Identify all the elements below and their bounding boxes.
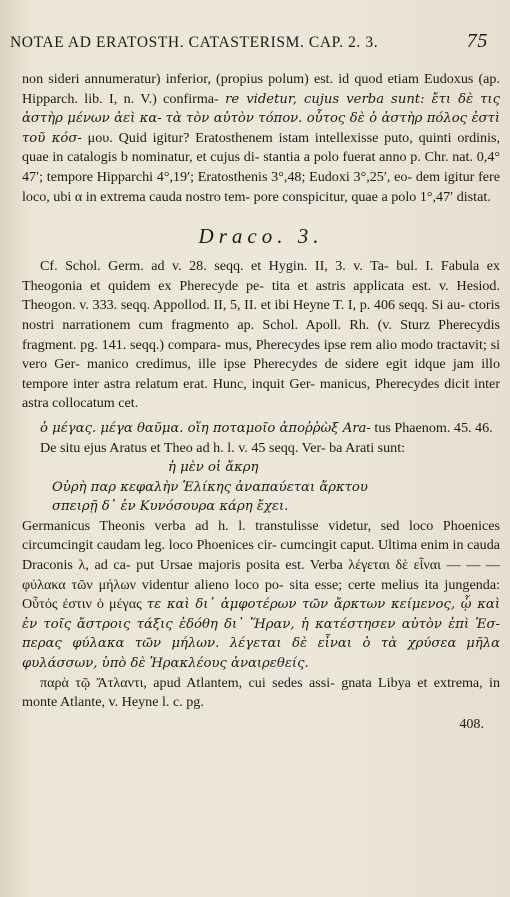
text-line: Rh. (v. Sturz Pherecydis fragment. pg. 141. seqq.) compara- xyxy=(22,316,500,353)
text-line: manicus, Pherecydes dicit inter astra collocatum cet. xyxy=(22,375,501,412)
text-line: sita esse; certe melius ita jungenda: Οὗτός ἐστιν ὁ μέγας xyxy=(22,576,500,613)
verse-line: ἡ μὲν οἱ ἄκρη xyxy=(168,460,259,476)
verse-quotation xyxy=(22,458,500,517)
paragraph-5 xyxy=(22,517,500,674)
text-line: tita et astris applicata est. v. Hesiod. Theogon. v. 333. seqq. xyxy=(22,277,501,314)
paragraph-4 xyxy=(22,439,500,459)
text-line: Cf. Schol. Germ. ad v. 28. seqq. et Hygin. II, 3. v. Ta- xyxy=(40,258,389,275)
paragraph-1 xyxy=(22,70,500,207)
text-line: ὁ μέγας. μέγα θαῦμα. οἵη ποταμοῖο ἀποῤῥὼξ Ara- xyxy=(40,420,371,436)
section-heading: Draco. 3. xyxy=(198,224,324,249)
text-line: τὰ τὸν αὐτὸν τόπον. οὗτος δὲ ὁ ἀστὴρ πόλος ἐστὶ τοῦ κόσ- xyxy=(22,111,501,146)
text-line: ba Arati sunt: xyxy=(329,439,406,456)
text-line: bul. I. Fabula ex Theogonia et quidem ex Pherecyde pe- xyxy=(22,258,501,294)
paragraph-2 xyxy=(22,257,500,414)
text-line: pore conspicitur, quae a polo 1°,47′ distat. xyxy=(253,188,491,205)
text-line: quinti ordinis, quae in catalogis b nominatur, et cujus di- xyxy=(22,129,501,166)
text-line: loco Phoenices circumcingit caudam leg. loco Phoenices cir- xyxy=(22,517,501,554)
text-line: non sideri annumeratur) inferior, (propius polum) est. id xyxy=(22,71,350,87)
page-number: 75 xyxy=(466,30,488,52)
text-line: παρὰ τῷ Ἄτλαντι, apud Atlantem, cui sedes assi- xyxy=(40,674,335,691)
catchword: 408. xyxy=(459,715,484,732)
text-line: μῆλα φυλάσσων, ὑπὸ δὲ Ἡρακλέους ἀναιρεθείς. xyxy=(22,636,500,672)
text-line: stantia a polo fuerat anno p. Chr. nat. 0,4° 47′; tempore xyxy=(22,149,500,185)
paragraph-6 xyxy=(22,674,500,713)
text-line: tus Phaenom. 45. 46. xyxy=(374,419,493,436)
text-line: Hipparchi 4°,19′; Eratosthenis 3°,48; Eudoxi 3°,25′, eo- xyxy=(96,168,413,185)
text-line: mus, Pherecydes ipse rem alio modo tractavit; si vero Ger- xyxy=(22,336,500,373)
text-line: μου. Quid igitur? Eratosthenem istam intellexisse puto, xyxy=(87,129,413,146)
text-line: ctoris nostri narrationem cum fragmento ap. Schol. Apoll. xyxy=(22,297,501,333)
text-line: manico credimus, ille ipse Pherecydes de sidere egit idque xyxy=(87,356,446,373)
text-line: dem igitur fere loco, ubi α in extrema cauda nostro tem- xyxy=(22,168,500,205)
running-title: NOTAE AD ERATOSTH. CATASTERISM. CAP. 2. 3. xyxy=(10,34,379,51)
text-line: τε καὶ δι᾽ ἀμφοτέρων τῶν ἄρκτων κείμενος, ᾧ καὶ ἐν τοῖς xyxy=(22,597,501,632)
text-line: ἄστροις τάξις ἐδόθη δι᾽ Ἥραν, ἡ κατέστησεν αὐτὸν ἐπὶ Ἑσ- xyxy=(76,616,500,632)
text-line: cumcingit caput. Ultima enim in cauda Draconis λ, ad ca- xyxy=(22,537,500,574)
verse-line: Οὐρὴ παρ κεφαλὴν Ἑλίκης ἀναπαύεται ἄρκτου xyxy=(52,479,368,495)
text-line: put Ursae majoris posita est. Verba λέγεται δὲ εἶναι xyxy=(136,557,441,574)
text-line: jam illo tempore inter astra relatum erat. Hunc, inquit Ger- xyxy=(22,356,501,392)
text-line: quod etiam Eudoxus (ap. Hipparch. lib. I, n. V.) confirma- xyxy=(22,71,501,107)
running-header xyxy=(10,30,488,53)
text-line: gnata Libya et extrema, in monte Atlante, v. Heyne l. c. pg. xyxy=(22,674,501,711)
verse-line: σπειρῇ δ᾽ ἐν Κυνόσουρα κάρη ἔχει. xyxy=(52,499,289,515)
text-line: — — — φύλακα τῶν μήλων videntur alieno loco po- xyxy=(22,557,501,593)
paragraph-3 xyxy=(22,419,500,439)
text-line: re videtur, cujus verba sunt: ἔτι δὲ τις ἀστὴρ μένων ἀεὶ κα- xyxy=(22,91,500,127)
page-body xyxy=(22,70,500,734)
text-line: Germanicus Theonis verba ad h. l. transtulisse videtur, sed xyxy=(22,517,400,534)
text-line: De situ ejus Aratus et Theo ad h. l. v. 45 seqq. Ver- xyxy=(40,439,326,456)
text-line: Appollod. II, 5, II. et ibi Heyne T. I, p. 406 seqq. Si au- xyxy=(153,297,466,314)
text-line: περας φύλακα τῶν μήλων. λέγεται δὲ εἶναι ὁ τὰ χρύσεα xyxy=(22,636,457,652)
